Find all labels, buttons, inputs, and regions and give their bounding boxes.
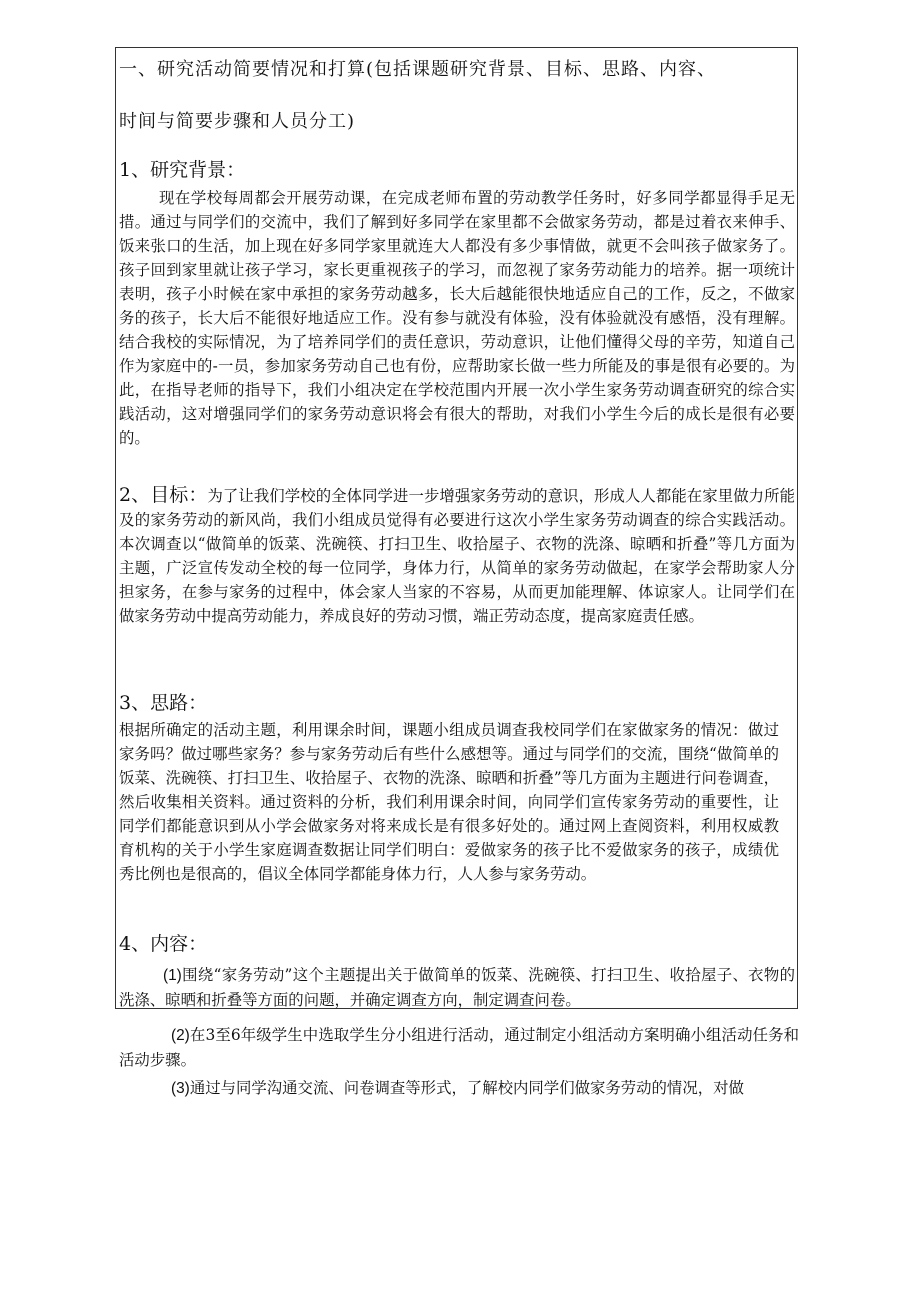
content-item-2	[119, 1023, 799, 1072]
goal-heading: 2、目标：	[119, 484, 208, 506]
background-heading: 1、研究背景：	[119, 159, 246, 181]
section-title-line2: 时间与简要步骤和人员分工)	[119, 111, 356, 132]
content-item-3-number: (3)	[171, 1080, 190, 1097]
content-item-3	[119, 1076, 799, 1101]
approach-heading: 3、思路：	[119, 692, 208, 714]
content-heading: 4、内容：	[119, 933, 208, 955]
content-item-1	[119, 963, 795, 1012]
content-item-2-text: 在3至6年级学生中选取学生分小组进行活动，通过制定小组活动方案明确小组活动任务和活动步骤。	[119, 1026, 799, 1069]
content-item-3-text: 通过与同学沟通交流、问卷调查等形式，了解校内同学们做家务劳动的情况，对做	[189, 1079, 744, 1097]
goal-paragraph	[119, 483, 795, 628]
content-item-1-text: 围绕“家务劳动”这个主题提出关于做简单的饭菜、洗碗筷、打扫卫生、收拾屋子、衣物的洗涤、晾晒和折叠等方面的问题，并确定调查方向，制定调查问卷。	[119, 966, 795, 1009]
background-text: 现在学校每周都会开展劳动课，在完成老师布置的劳动教学任务时，好多同学都显得手足无措。通过与同学们的交流中，我们了解到好多同学在家里都不会做家务劳动，都是过着衣来伸手、饭来张口的生活，加上现在好多同学家里就连大人都没有多少事情做，就更不会叫孩子做家务了。孩子回到家里就让孩子学习，家长更重视孩子的学习，而忽视了家务劳动能力的培养。据一项统计表明，孩子小时候在家中承担的家务劳动越多，长大后越能很快地适应自己的工作，反之，不做家务的孩子，长大后不能很好地适应工作。没有参与就没有体验，没有体验就没有感悟，没有理解。结合我校的实际情况，为了培养同学们的责任意识，劳动意识，让他们懂得父母的辛劳，知道自己作为家庭中的-一员，参加家务劳动自己也有份，应帮助家长做一些力所能及的事是很有必要的。为此，在指导老师的指导下，我们小组决定在学校范围内开展一次小学生家务劳动调查研究的综合实践活动，这对增强同学们的家务劳动意识将会有很大的帮助，对我们小学生今后的成长是很有必要的。	[119, 189, 795, 447]
content-item-1-number: (1)	[163, 967, 182, 984]
section-title-line1: 一、研究活动简要情况和打算(包括课题研究背景、目标、思路、内容、	[119, 59, 717, 80]
content-item-2-number: (2)	[171, 1027, 190, 1044]
approach-text: 根据所确定的活动主题，利用课余时间，课题小组成员调查我校同学们在家做家务的情况：做过家务吗？做过哪些家务？参与家务劳动后有些什么感想等。通过与同学们的交流，围绕“做简单的饭菜、洗碗筷、打扫卫生、收拾屋子、衣物的洗涤、晾晒和折叠”等几方面为主题进行问卷调查，然后收集相关资料。通过资料的分析，我们利用课余时间，向同学们宣传家务劳动的重要性，让同学们都能意识到从小学会做家务对将来成长是有很多好处的。通过网上查阅资料，利用权威教育机构的关于小学生家庭调查数据让同学们明白：爱做家务的孩子比不爱做家务的孩子，成绩优秀比例也是很高的，倡议全体同学都能身体力行，人人参与家务劳动。	[119, 721, 779, 883]
goal-text: 为了让我们学校的全体同学进一步增强家务劳动的意识，形成人人都能在家里做力所能及的家务劳动的新风尚，我们小组成员觉得有必要进行这次小学生家务劳动调查的综合实践活动。本次调查以“做简单的饭菜、洗碗筷、打扫卫生、收拾屋子、衣物的洗涤、晾晒和折叠”等几方面为主题，广泛宣传发动全校的每一位同学，身体力行，从简单的家务劳动做起，在家学会帮助家人分担家务，在参与家务的过程中，体会家人当家的不容易，从而更加能理解、体谅家人。让同学们在做家务劳动中提高劳动能力，养成良好的劳动习惯，端正劳动态度，提高家庭责任感。	[119, 487, 795, 625]
